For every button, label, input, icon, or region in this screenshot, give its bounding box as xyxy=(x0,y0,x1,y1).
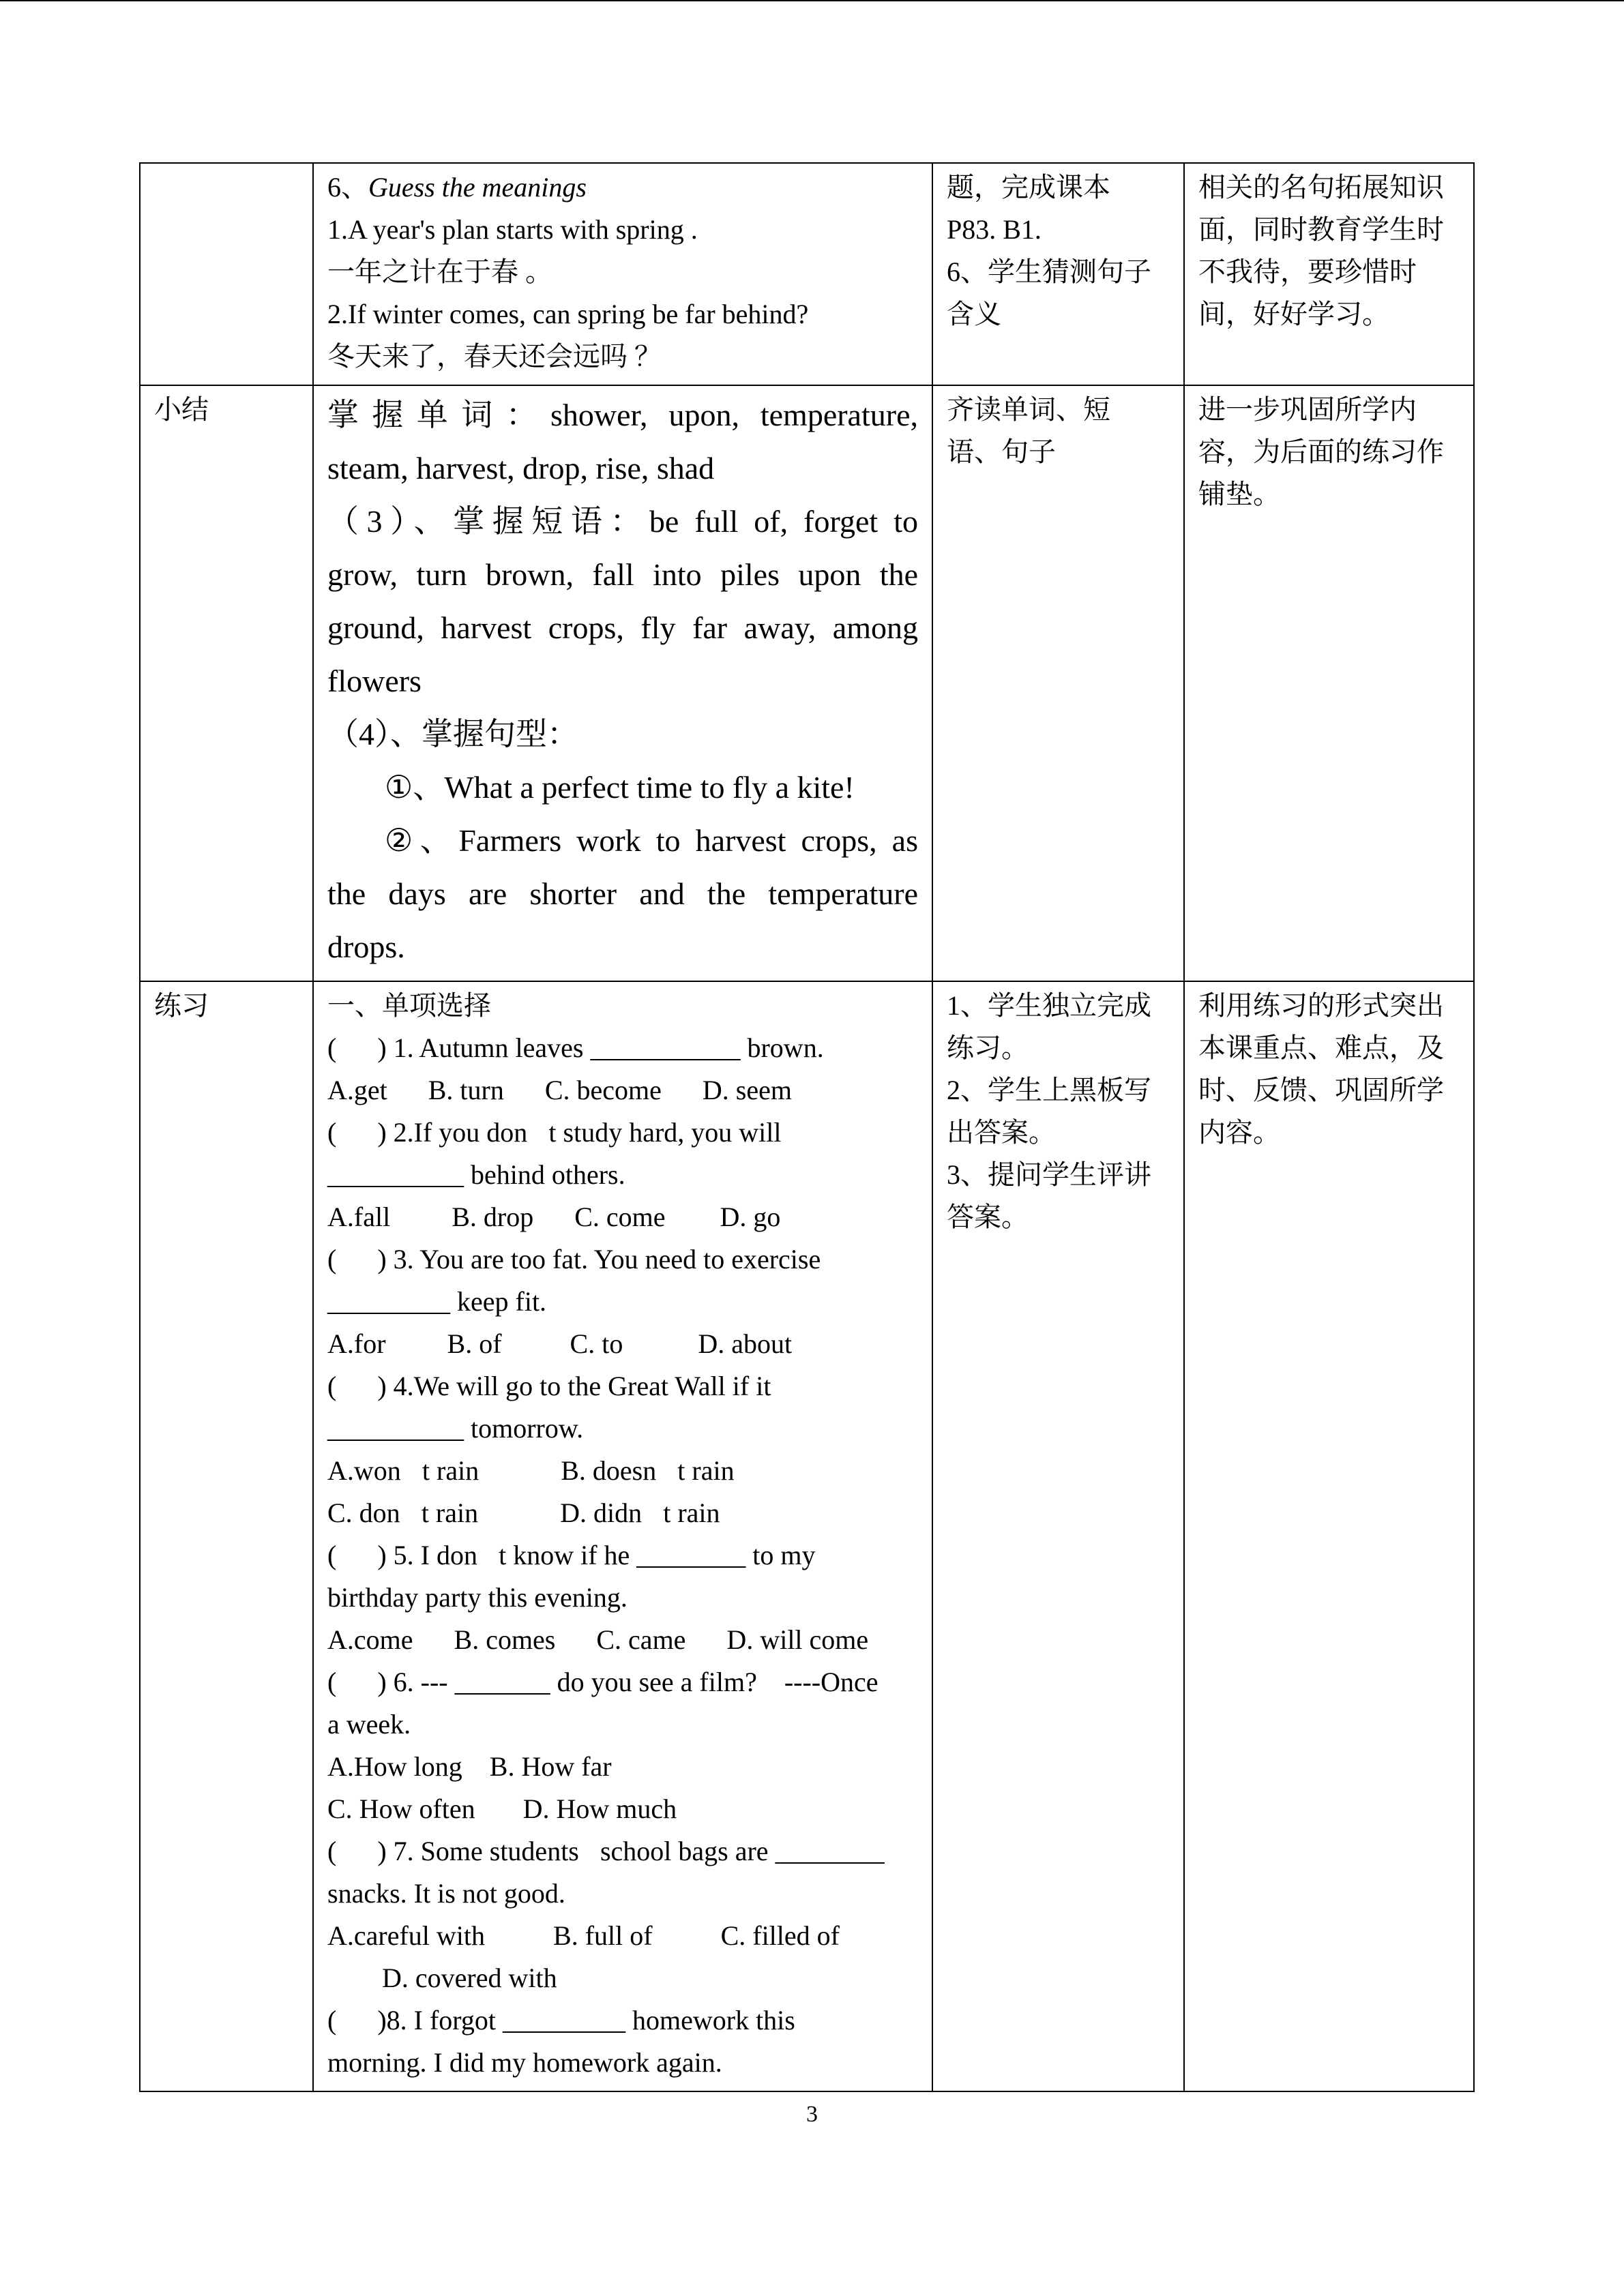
practice-student-line-4: 出答案。 xyxy=(947,1117,1056,1148)
practice-line-17: ( ) 6. --- _______ do you see a film? ----Once xyxy=(327,1667,879,1697)
practice-line-1: 一、单项选择 xyxy=(327,990,491,1021)
practice-line-14: ( ) 5. I don t know if he ________ to my xyxy=(327,1540,801,1570)
guess-line-2: 一年之计在于春 。 xyxy=(327,256,552,287)
practice-student-line-6: 答案。 xyxy=(947,1202,1029,1232)
practice-student-line-3: 2、学生上黑板写 xyxy=(947,1075,1151,1105)
practice-line-5: __________ behind others. xyxy=(327,1159,625,1190)
practice-line-2: ( ) 1. Autumn leaves ___________ brown. xyxy=(327,1032,824,1063)
practice-intent-line-3: 时、反馈、巩固所学 xyxy=(1198,1075,1444,1105)
practice-line-12: A.won t rain B. doesn t rain xyxy=(327,1455,706,1486)
practice-line-25: ( )8. I forgot _________ homework this xyxy=(327,2005,795,2036)
summary-intent-line-1: 进一步巩固所学内 xyxy=(1198,394,1417,425)
practice-line-10: ( ) 4.We will go to the Great Wall if it xyxy=(327,1371,771,1401)
summary-line-2: steam, harvest, drop, rise, shad xyxy=(327,451,715,486)
guess-intent-line-4: 间，好好学习。 xyxy=(1198,299,1389,329)
row-summary-label-cell xyxy=(140,385,313,981)
lesson-plan-table xyxy=(139,162,1475,2092)
guess-intent-line-1: 相关的名句拓展知识 xyxy=(1198,172,1444,203)
guess-student-line-2: P83. B1. xyxy=(947,214,1042,245)
practice-line-7: ( ) 3. You are too fat. You need to exercise xyxy=(327,1244,821,1274)
guess-line-3: 2.If winter comes, can spring be far behind? xyxy=(327,299,809,329)
practice-line-18: a week. xyxy=(327,1709,411,1740)
practice-intent-line-4: 内容。 xyxy=(1198,1117,1280,1148)
summary-line-7: （4）、掌握句型： xyxy=(327,717,578,751)
summary-line-9: ②、Farmers work to harvest crops, as xyxy=(385,823,918,858)
guess-line-4: 冬天来了，春天还会远吗 ？ xyxy=(327,341,662,372)
summary-line-11: drops. xyxy=(327,929,405,964)
guess-student-line-3: 6、学生猜测句子 xyxy=(947,256,1151,287)
row-summary-content-cell xyxy=(313,385,932,981)
practice-line-21: ( ) 7. Some students school bags are ________ xyxy=(327,1836,870,1866)
practice-line-24: D. covered with xyxy=(327,1963,557,1993)
practice-intent-line-2: 本课重点、难点，及 xyxy=(1198,1032,1444,1063)
table-row-practice xyxy=(140,981,1474,2091)
summary-intent-line-3: 铺垫。 xyxy=(1198,479,1280,509)
row-summary-student-cell xyxy=(932,385,1184,981)
practice-line-6: A.fall B. drop C. come D. go xyxy=(327,1202,781,1232)
guess-student-line-4: 含义 xyxy=(947,299,1001,329)
summary-line-8: ①、What a perfect time to fly a kite! xyxy=(385,770,855,805)
practice-line-4: ( ) 2.If you don t study hard, you will xyxy=(327,1117,767,1148)
practice-line-13: C. don t rain D. didn t rain xyxy=(327,1497,692,1528)
table-row-guess xyxy=(140,163,1474,385)
practice-line-3: A.get B. turn C. become D. seem xyxy=(327,1075,792,1105)
practice-student-line-1: 1、学生独立完成 xyxy=(947,990,1151,1021)
page-number: 3 xyxy=(806,2102,818,2127)
summary-line-1: 掌握单词：shower, upon, temperature, xyxy=(327,398,918,432)
summary-student-line-2: 语、句子 xyxy=(947,436,1056,467)
practice-line-15: birthday party this evening. xyxy=(327,1582,628,1613)
practice-line-23: A.careful with B. full of C. filled of xyxy=(327,1920,840,1951)
practice-line-19: A.How long B. How far xyxy=(327,1751,612,1782)
row-guess-label-cell xyxy=(140,163,313,385)
practice-line-20: C. How often D. How much xyxy=(327,1793,677,1824)
summary-line-10: the days are shorter and the temperature xyxy=(327,876,918,911)
row-guess-intent-cell xyxy=(1184,163,1474,385)
practice-line-9: A.for B. of C. to D. about xyxy=(327,1328,793,1359)
summary-line-3: （3）、掌握短语：be full of, forget to xyxy=(327,504,918,539)
practice-label: 练习 xyxy=(154,990,209,1021)
summary-intent-line-2: 容，为后面的练习作 xyxy=(1198,436,1444,467)
row-summary-intent-cell xyxy=(1184,385,1474,981)
practice-intent-line-1: 利用练习的形式突出 xyxy=(1198,990,1444,1021)
practice-student-line-5: 3、提问学生评讲 xyxy=(947,1159,1151,1190)
practice-student-line-2: 练习。 xyxy=(947,1032,1029,1063)
row-guess-content-cell xyxy=(313,163,932,385)
summary-student-line-1: 齐读单词、短 xyxy=(947,394,1110,425)
summary-line-4: grow, turn brown, fall into piles upon the xyxy=(327,557,918,592)
guess-heading: 6、Guess the meanings xyxy=(327,172,587,203)
summary-line-5: ground, harvest crops, fly far away, among xyxy=(327,610,918,645)
row-practice-content-cell xyxy=(313,981,932,2091)
practice-line-11: __________ tomorrow. xyxy=(327,1413,584,1444)
guess-intent-line-3: 不我待，要珍惜时 xyxy=(1198,256,1417,287)
summary-line-6: flowers xyxy=(327,664,422,698)
page-top-border xyxy=(0,0,1624,1)
table-row-summary xyxy=(140,385,1474,981)
practice-line-26: morning. I did my homework again. xyxy=(327,2047,722,2078)
row-practice-student-cell xyxy=(932,981,1184,2091)
row-practice-label-cell xyxy=(140,981,313,2091)
practice-line-22: snacks. It is not good. xyxy=(327,1878,565,1909)
guess-line-1: 1.A year's plan starts with spring . xyxy=(327,214,698,245)
practice-line-16: A.come B. comes C. came D. will come xyxy=(327,1624,869,1655)
practice-line-8: _________ keep fit. xyxy=(327,1286,547,1317)
summary-label: 小结 xyxy=(154,394,209,425)
row-guess-student-cell xyxy=(932,163,1184,385)
row-practice-intent-cell xyxy=(1184,981,1474,2091)
guess-student-line-1: 题，完成课本 xyxy=(947,172,1110,203)
guess-intent-line-2: 面，同时教育学生时 xyxy=(1198,214,1444,245)
